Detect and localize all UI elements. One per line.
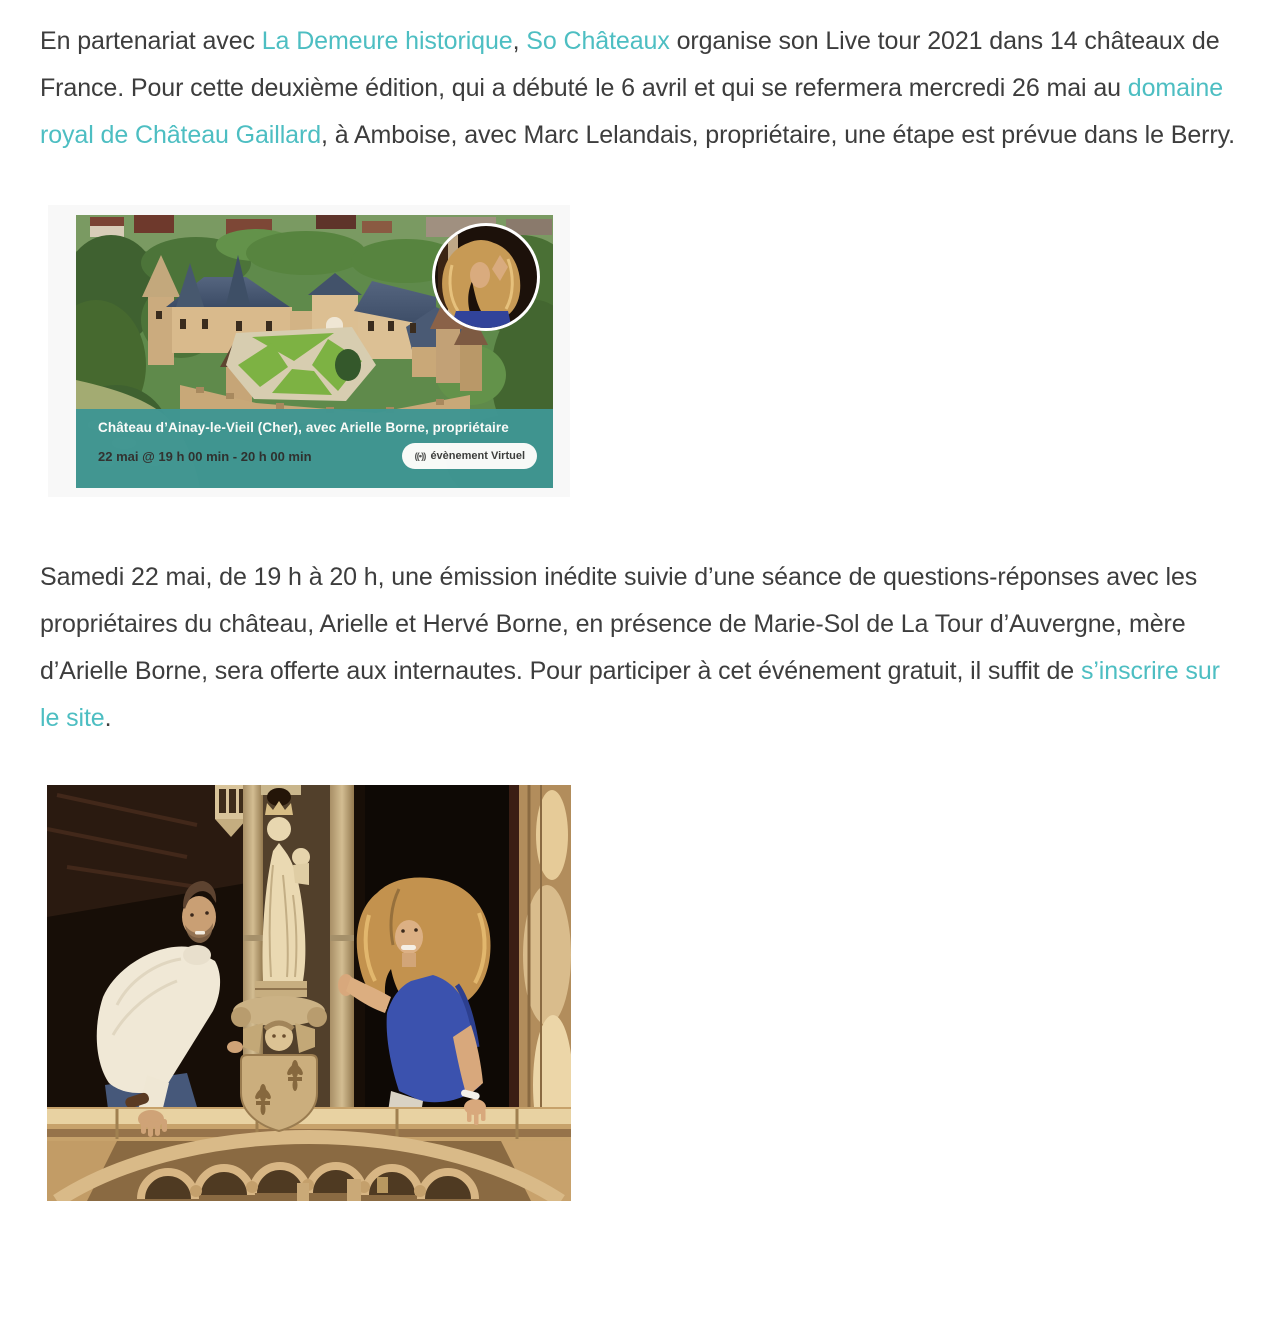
text-run: En partenariat avec [40, 27, 262, 55]
text-run: , à Amboise, avec Marc Lelandais, propriétaire, une étape est prévue dans le Berry. [321, 121, 1235, 149]
event-title: Château d’Ainay-le-Vieil (Cher), avec Arielle Borne, propriétaire [98, 420, 509, 435]
text-link[interactable]: So Châteaux [526, 27, 670, 55]
event-photo [76, 215, 553, 488]
text-run: , [512, 27, 527, 55]
broadcast-icon: ((•)) [414, 450, 426, 462]
balcony-couple-illustration [47, 785, 571, 1201]
text-run: organise son Live tour 2021 dans 14 châteaux de France. Pour cette deuxième édition, qui a débuté le 6 avril et qui se refermera mercredi 26 mai au [40, 27, 1220, 102]
text-link[interactable]: domaine royal de Château Gaillard [40, 74, 1223, 149]
owners-photo [47, 785, 571, 1201]
angel-capital [231, 996, 327, 1053]
event-caption [76, 409, 553, 488]
balustrade [47, 1107, 571, 1201]
event-datetime: 22 mai @ 19 h 00 min - 20 h 00 min [98, 448, 312, 464]
badge-label: évènement Virtuel [430, 450, 525, 462]
text-run: Samedi 22 mai, de 19 h à 20 h, une émission inédite suivie d’une séance de questions-réponses avec les propriétaires du château, Arielle et Hervé Borne, en présence de Marie-Sol de La Tour d’Auvergne, mère d’Arielle Borne, sera offerte aux internautes. Pour participer à cet événement gratuit, il suffit de [40, 563, 1198, 685]
paragraph-event-details [40, 554, 1240, 742]
text-link[interactable]: s’inscrire sur le site [40, 657, 1220, 732]
text-run: . [104, 704, 112, 732]
event-card[interactable] [48, 205, 570, 497]
paragraph-intro [40, 18, 1240, 159]
text-link[interactable]: La Demeure historique [261, 27, 513, 55]
virtual-event-badge [402, 443, 537, 469]
